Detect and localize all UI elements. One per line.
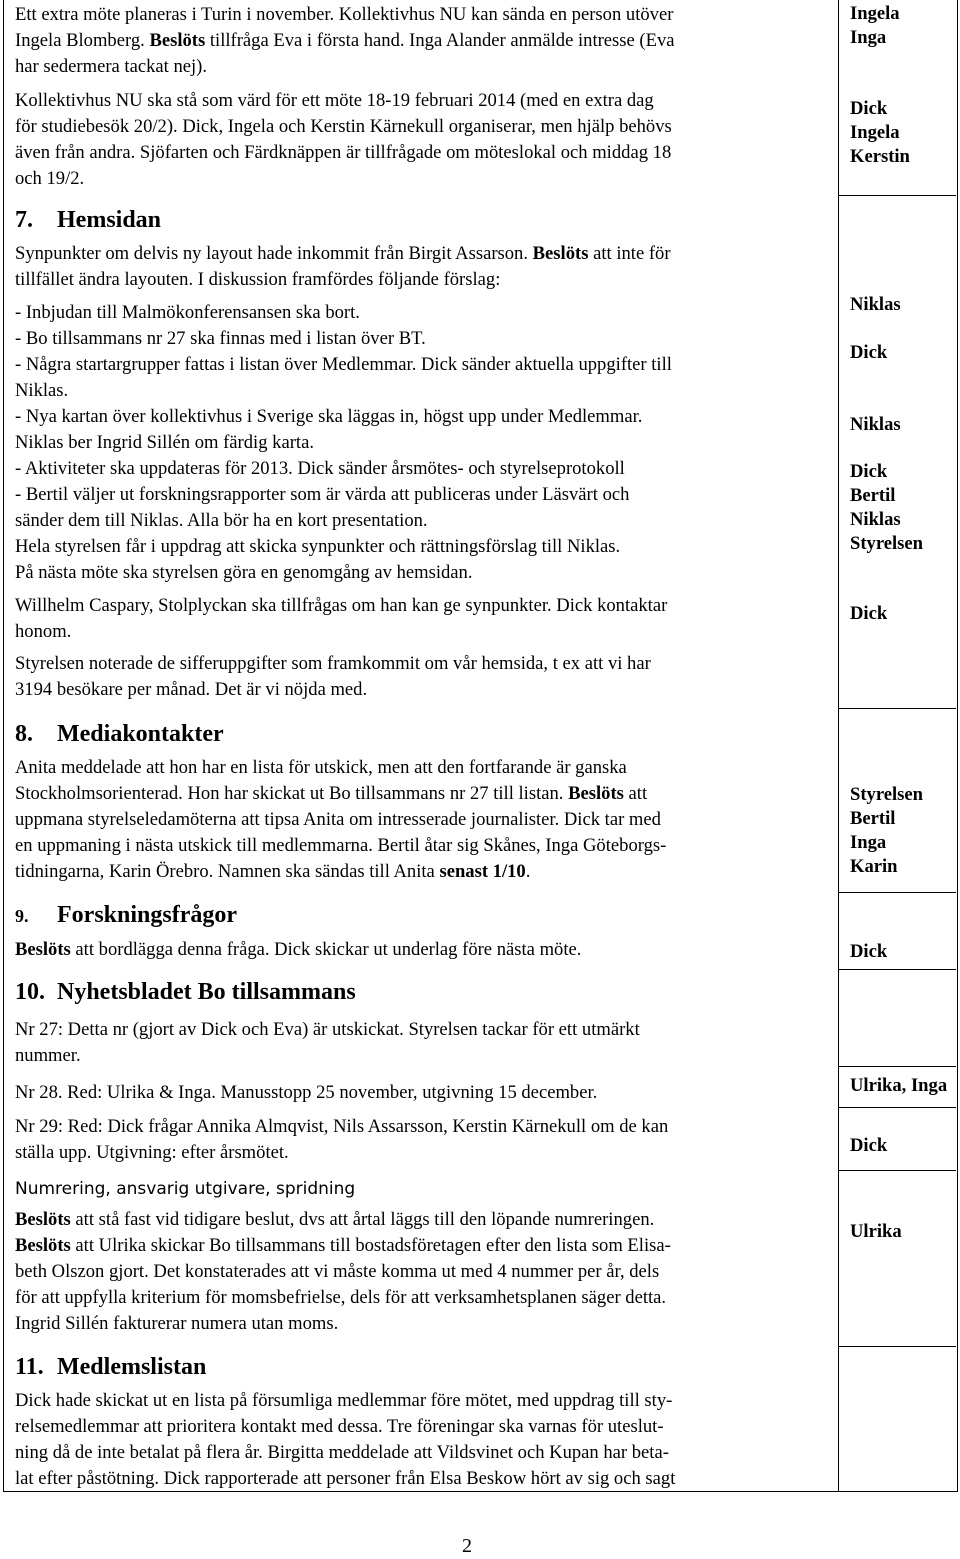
text-line: för att uppfylla kriterium för momsbefrielse, dels för att verksamhetsplanen säger detta. [15, 1287, 667, 1308]
text-line: tidningarna, Karin Örebro. Namnen ska sändas till Anita senast 1/10. [15, 861, 531, 882]
text-line: Anita meddelade att hon har en lista för utskick, men att den fortfarande är ganska [15, 757, 627, 778]
section-heading [15, 205, 161, 235]
text-line: Ingrid Sillén fakturerar numera utan moms. [15, 1313, 339, 1334]
section-title: Nyhetsbladet Bo tillsammans [57, 979, 356, 1005]
section-title: Medlemslistan [57, 1354, 207, 1380]
section-title: Hemsidan [57, 207, 162, 233]
page-number: 2 [462, 1535, 472, 1557]
responsible-name: Bertil [850, 808, 896, 829]
responsible-name: Niklas [850, 509, 901, 530]
responsible-name: Ingela [850, 122, 900, 143]
column-divider [838, 0, 839, 1492]
subsection-heading: Numrering, ansvarig utgivare, spridning [15, 1179, 356, 1199]
text-line: - Aktiviteter ska uppdateras för 2013. Dick sänder årsmötes- och styrelseprotokoll [15, 458, 625, 479]
text-line: Nr 29: Red: Dick frågar Annika Almqvist, Nils Assarsson, Kerstin Kärnekull om de kan [15, 1116, 669, 1137]
text-line: - Nya kartan över kollektivhus i Sverige ska läggas in, högst upp under Medlemmar. [15, 406, 643, 427]
row-separator [838, 708, 956, 709]
text-line: Stockholmsorienterad. Hon har skickat ut Bo tillsammans nr 27 till listan. Beslöts att [15, 783, 648, 804]
responsible-name: Styrelsen [850, 533, 923, 554]
text-line: Hela styrelsen får i uppdrag att skicka synpunkter och rättningsförslag till Niklas. [15, 536, 621, 557]
responsible-name: Inga [850, 27, 887, 48]
responsible-name: Styrelsen [850, 784, 923, 805]
row-separator [838, 1346, 956, 1347]
text-line: Beslöts att bordlägga denna fråga. Dick skickar ut underlag före nästa möte. [15, 939, 582, 960]
text-line: Nr 28. Red: Ulrika & Inga. Manusstopp 25 november, utgivning 15 december. [15, 1082, 598, 1103]
row-separator [838, 892, 956, 893]
responsible-name: Dick [850, 342, 888, 363]
text-line: tillfället ändra layouten. I diskussion framfördes följande förslag: [15, 269, 501, 290]
text-line: beth Olszon gjort. Det konstaterades att vi måste komma ut med 4 nummer per år, dels [15, 1261, 660, 1282]
responsible-name: Dick [850, 98, 888, 119]
text-line: Nr 27: Detta nr (gjort av Dick och Eva) är utskickat. Styrelsen tackar för ett utmärkt [15, 1019, 640, 1040]
text-line: ställa upp. Utgivning: efter årsmötet. [15, 1142, 289, 1163]
text-line: lat efter påstötning. Dick rapporterade att personer från Elsa Beskow hört av sig och sagt [15, 1468, 676, 1489]
text-line: nummer. [15, 1045, 81, 1066]
section-heading [15, 900, 237, 931]
text-line: - Bertil väljer ut forskningsrapporter som är värda att publiceras under Läsvärt och [15, 484, 630, 505]
responsible-name: Dick [850, 461, 888, 482]
text-line: en uppmaning i nästa utskick till medlemmarna. Bertil åtar sig Skånes, Inga Göteborgs- [15, 835, 667, 856]
text-line: Synpunkter om delvis ny layout hade inkommit från Birgit Assarson. Beslöts att inte för [15, 243, 671, 264]
section-title: Forskningsfrågor [57, 902, 237, 928]
text-line: Styrelsen noterade de sifferuppgifter som framkommit om vår hemsida, t ex att vi har [15, 653, 651, 674]
text-line: för studiebesök 20/2). Dick, Ingela och Kerstin Kärnekull organiserar, men hjälp behövs [15, 116, 672, 137]
text-line: 3194 besökare per månad. Det är vi nöjda med. [15, 679, 368, 700]
section-number: 10. [15, 979, 45, 1005]
text-line: På nästa möte ska styrelsen göra en genomgång av hemsidan. [15, 562, 473, 583]
row-separator [838, 1170, 956, 1171]
section-heading [15, 977, 356, 1007]
text-line: relsemedlemmar att prioritera kontakt med dessa. Tre föreningar ska varnas för uteslut- [15, 1416, 664, 1437]
responsible-name: Dick [850, 1135, 888, 1156]
text-line: Niklas. [15, 380, 69, 401]
text-line: Beslöts att stå fast vid tidigare beslut, dvs att årtal läggs till den löpande numreringen. [15, 1209, 655, 1230]
text-line: Niklas ber Ingrid Sillén om färdig karta. [15, 432, 314, 453]
section-heading [15, 719, 224, 749]
text-line: även från andra. Sjöfarten och Färdknäppen är tillfrågade om möteslokal och middag 18 [15, 142, 672, 163]
row-separator [838, 195, 956, 196]
text-line: uppmana styrelseledamöterna att tipsa Anita om intresserade journalister. Dick tar med [15, 809, 661, 830]
text-line: Kollektivhus NU ska stå som värd för ett möte 18-19 februari 2014 (med en extra dag [15, 90, 654, 111]
text-line: sänder dem till Niklas. Alla bör ha en kort presentation. [15, 510, 428, 531]
responsible-name: Ingela [850, 3, 900, 24]
text-line: honom. [15, 621, 72, 642]
responsible-name: Dick [850, 941, 888, 962]
text-line: och 19/2. [15, 168, 85, 189]
section-title: Mediakontakter [57, 721, 224, 747]
text-line: Beslöts att Ulrika skickar Bo tillsammans till bostadsföretagen efter den lista som Elisa- [15, 1235, 671, 1256]
row-separator [838, 1107, 956, 1108]
responsible-name: Niklas [850, 294, 901, 315]
row-separator [838, 969, 956, 970]
responsible-name: Ulrika [850, 1221, 902, 1242]
responsible-name: Ulrika, Inga [850, 1075, 948, 1096]
section-number: 8. [15, 721, 33, 747]
text-line: Ett extra möte planeras i Turin i november. Kollektivhus NU kan sända en person utöver [15, 4, 674, 25]
responsible-name: Kerstin [850, 146, 910, 167]
section-heading [15, 1352, 206, 1382]
responsible-name: Niklas [850, 414, 901, 435]
text-line: - Bo tillsammans nr 27 ska finnas med i listan över BT. [15, 328, 426, 349]
responsible-name: Dick [850, 603, 888, 624]
responsible-name: Inga [850, 832, 887, 853]
section-number: 11. [15, 1354, 44, 1380]
text-line: Dick hade skickat ut en lista på försumliga medlemmar före mötet, med uppdrag till sty- [15, 1390, 673, 1411]
responsible-name: Karin [850, 856, 898, 877]
text-line: Ingela Blomberg. Beslöts tillfråga Eva i första hand. Inga Alander anmälde intresse (Eva [15, 30, 675, 51]
text-line: ning då de inte betalat på flera år. Birgitta meddelade att Vildsvinet och Kupan har beta- [15, 1442, 669, 1463]
section-number: 7. [15, 207, 33, 233]
text-line: - Inbjudan till Malmökonferensansen ska bort. [15, 302, 360, 323]
text-line: - Några startargrupper fattas i listan över Medlemmar. Dick sänder aktuella uppgifter till [15, 354, 672, 375]
section-number: 9. [15, 906, 29, 926]
text-line: Willhelm Caspary, Stolplyckan ska tillfrågas om han kan ge synpunkter. Dick kontaktar [15, 595, 668, 616]
responsible-name: Bertil [850, 485, 896, 506]
row-separator [838, 1066, 956, 1067]
text-line: har sedermera tackat nej). [15, 56, 208, 77]
